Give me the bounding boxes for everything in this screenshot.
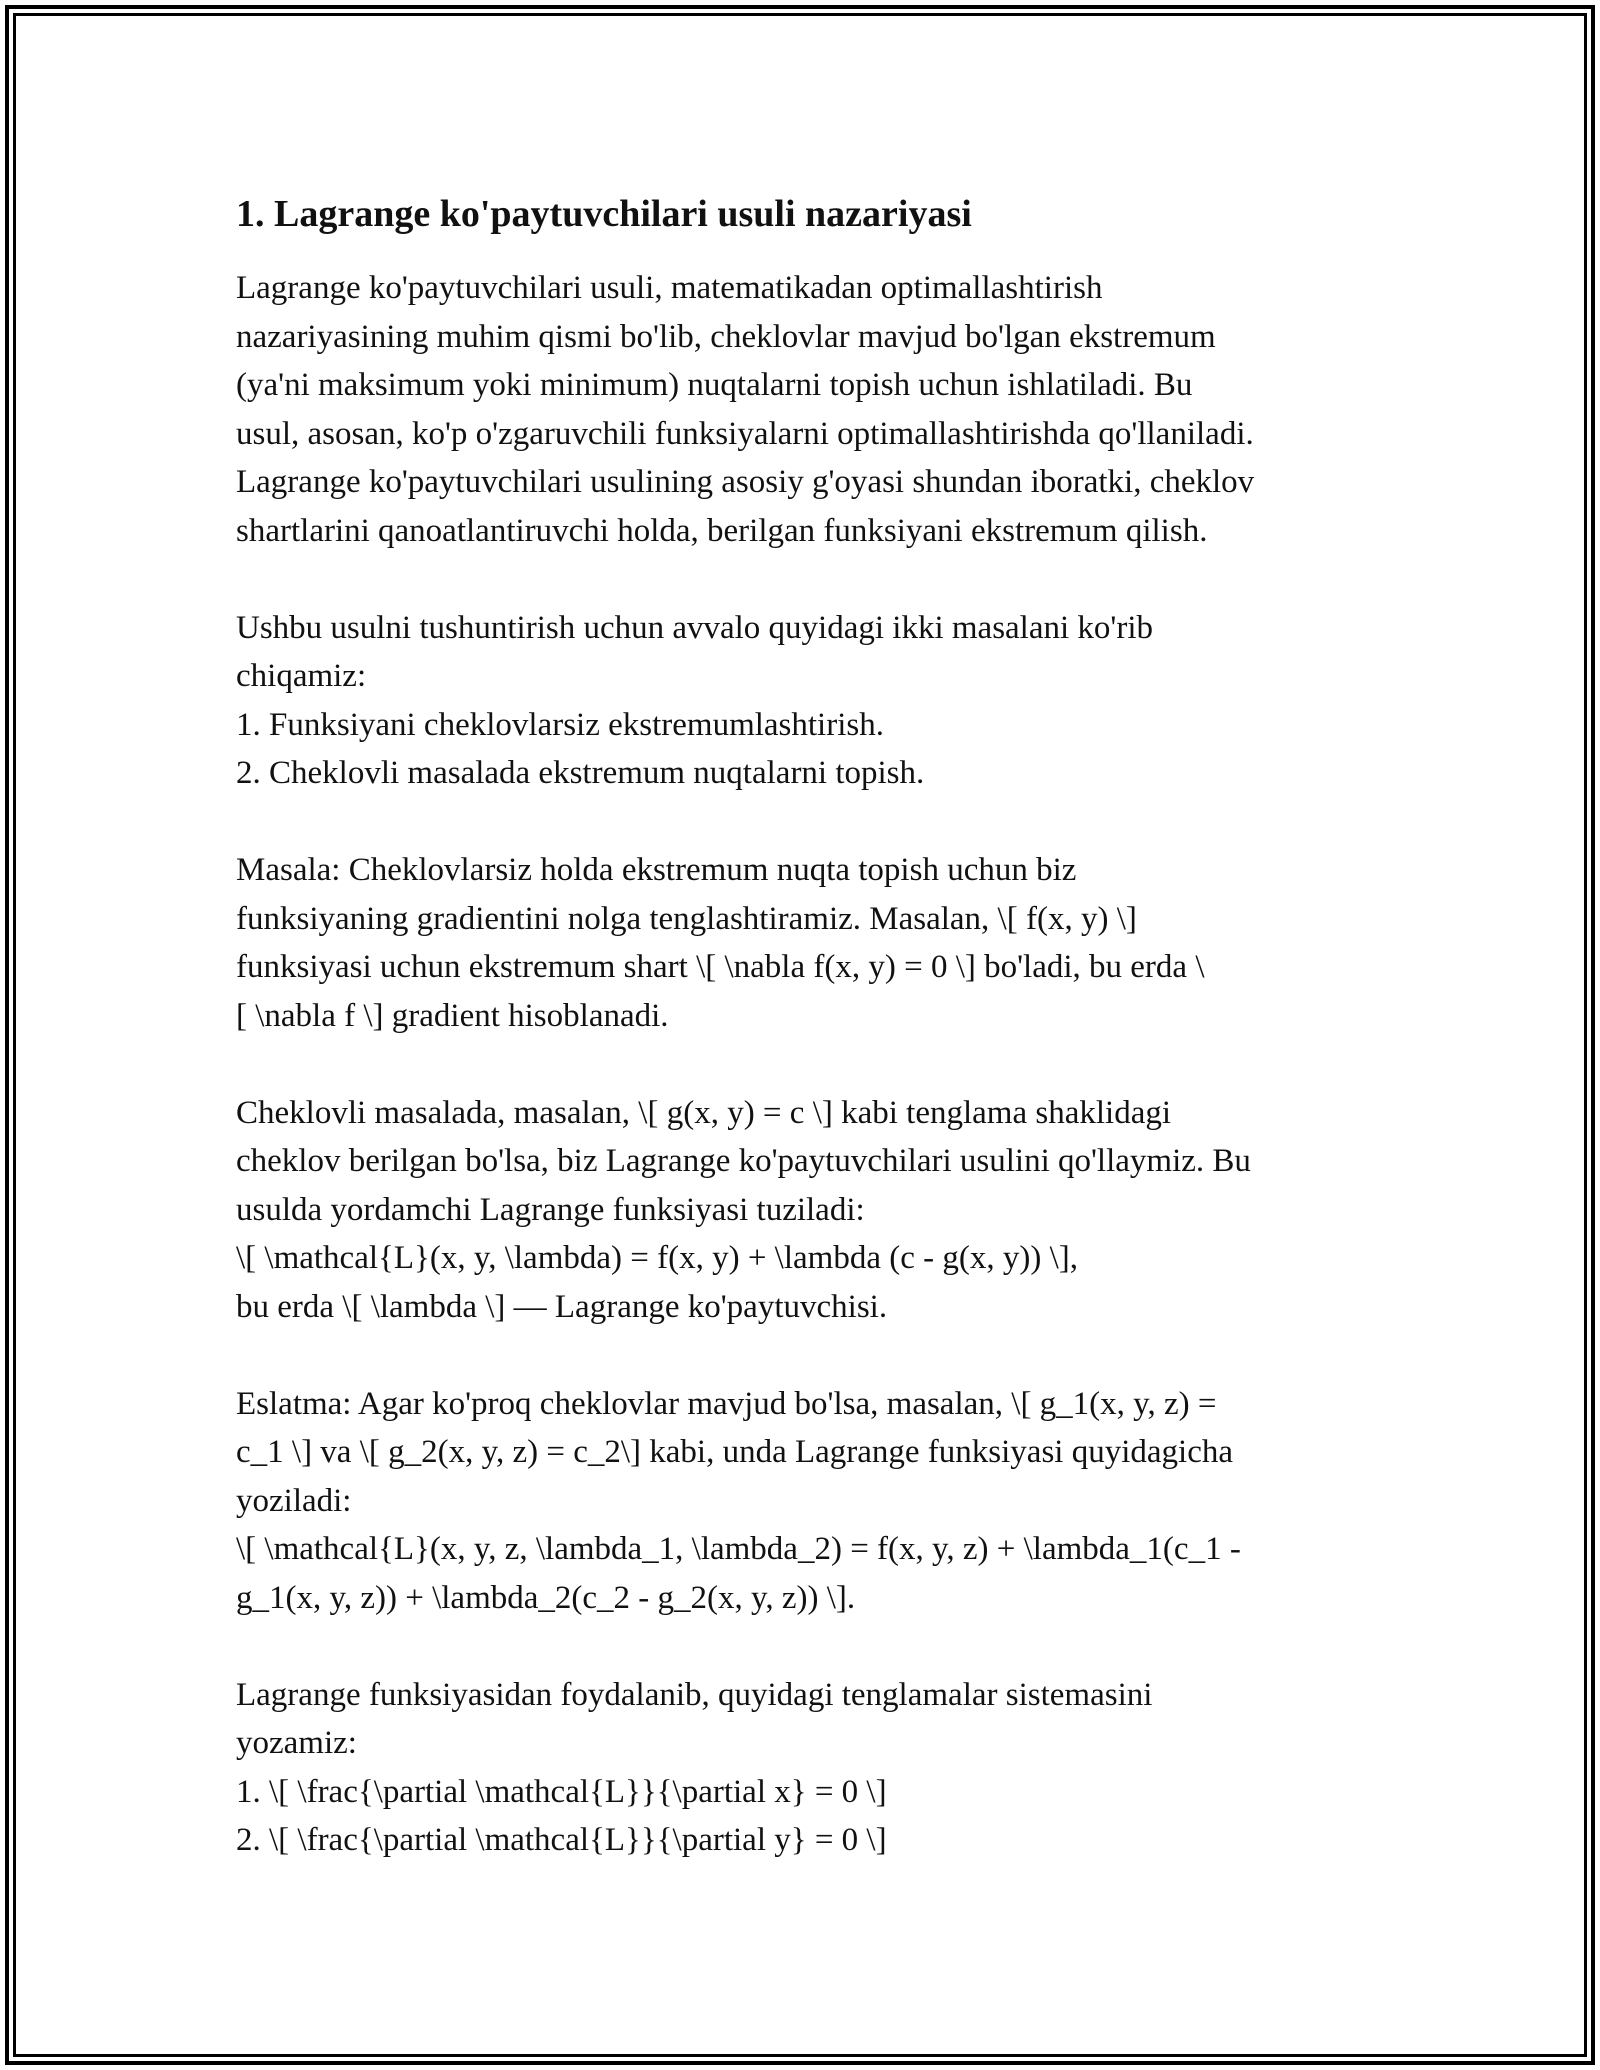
paragraph-intro [236, 264, 1376, 555]
text-line: nazariyasining muhim qismi bo'lib, cheklovlar mavjud bo'lgan ekstremum [236, 318, 1216, 355]
text-line: usul, asosan, ko'p o'zgaruvchili funksiyalarni optimallashtirishda qo'llaniladi. [236, 415, 1254, 452]
paragraph-unconstrained [236, 846, 1376, 1040]
text-line: Lagrange funksiyasidan foydalanib, quyidagi tenglamalar sistemasini [236, 1676, 1153, 1713]
text-line: [ \nabla f \] gradient hisoblanadi. [236, 997, 669, 1034]
text-line: Ushbu usulni tushuntirish uchun avvalo quyidagi ikki masalani ko'rib [236, 609, 1154, 646]
text-line: yoziladi: [236, 1482, 352, 1519]
text-line: Lagrange ko'paytuvchilari usuli, matematikadan optimallashtirish [236, 270, 1103, 306]
text-line: cheklov berilgan bo'lsa, biz Lagrange ko'paytuvchilari usulini qo'llaymiz. Bu [236, 1143, 1251, 1179]
text-line: (ya'ni maksimum yoki minimum) nuqtalarni topish uchun ishlatiladi. Bu [236, 367, 1193, 403]
text-line: funksiyasi uchun ekstremum shart \[ \nabla f(x, y) = 0 \] bo'ladi, bu erda \ [236, 949, 1205, 985]
formula-line: \[ \mathcal{L}(x, y, \lambda) = f(x, y) + \lambda (c - g(x, y)) \], [236, 1240, 1078, 1276]
formula-line: g_1(x, y, z)) + \lambda_2(c_2 - g_2(x, y, z)) \]. [236, 1579, 856, 1616]
text-line: c_1 \] va \[ g_2(x, y, z) = c_2\] kabi, unda Lagrange funksiyasi quyidagicha [236, 1434, 1233, 1470]
list-item: 1. Funksiyani cheklovlarsiz ekstremumlashtirish. [236, 706, 884, 743]
list-item: 1. \[ \frac{\partial \mathcal{L}}{\partial x} = 0 \] [236, 1773, 887, 1810]
text-line: Eslatma: Agar ko'proq cheklovlar mavjud bo'lsa, masalan, \[ g_1(x, y, z) = [236, 1385, 1217, 1422]
text-line: shartlarini qanoatlantiruvchi holda, berilgan funksiyani ekstremum qilish. [236, 512, 1208, 549]
list-item: 2. \[ \frac{\partial \mathcal{L}}{\partial y} = 0 \] [236, 1822, 887, 1858]
list-item: 2. Cheklovli masalada ekstremum nuqtalarni topish. [236, 755, 925, 791]
text-line: yozamiz: [236, 1725, 357, 1761]
text-line: Cheklovli masalada, masalan, \[ g(x, y) = c \] kabi tenglama shaklidagi [236, 1094, 1172, 1131]
section-heading: 1. Lagrange ko'paytuvchilari usuli nazariyasi [236, 193, 972, 235]
text-line: usulda yordamchi Lagrange funksiyasi tuziladi: [236, 1191, 865, 1228]
paragraph-system [236, 1671, 1376, 1865]
paragraph-problems [236, 604, 1376, 798]
text-line: bu erda \[ \lambda \] — Lagrange ko'paytuvchisi. [236, 1288, 888, 1325]
text-line: funksiyaning gradientini nolga tenglashtiramiz. Masalan, \[ f(x, y) \] [236, 900, 1137, 937]
text-line: Masala: Cheklovlarsiz holda ekstremum nuqta topish uchun biz [236, 852, 1077, 888]
paragraph-constrained [236, 1089, 1376, 1332]
paragraph-note [236, 1380, 1376, 1623]
formula-line: \[ \mathcal{L}(x, y, z, \lambda_1, \lambda_2) = f(x, y, z) + \lambda_1(c_1 - [236, 1531, 1241, 1567]
text-line: chiqamiz: [236, 658, 367, 694]
document-body [236, 186, 1376, 1913]
text-line: Lagrange ko'paytuvchilari usulining asosiy g'oyasi shundan iboratki, cheklov [236, 464, 1255, 500]
